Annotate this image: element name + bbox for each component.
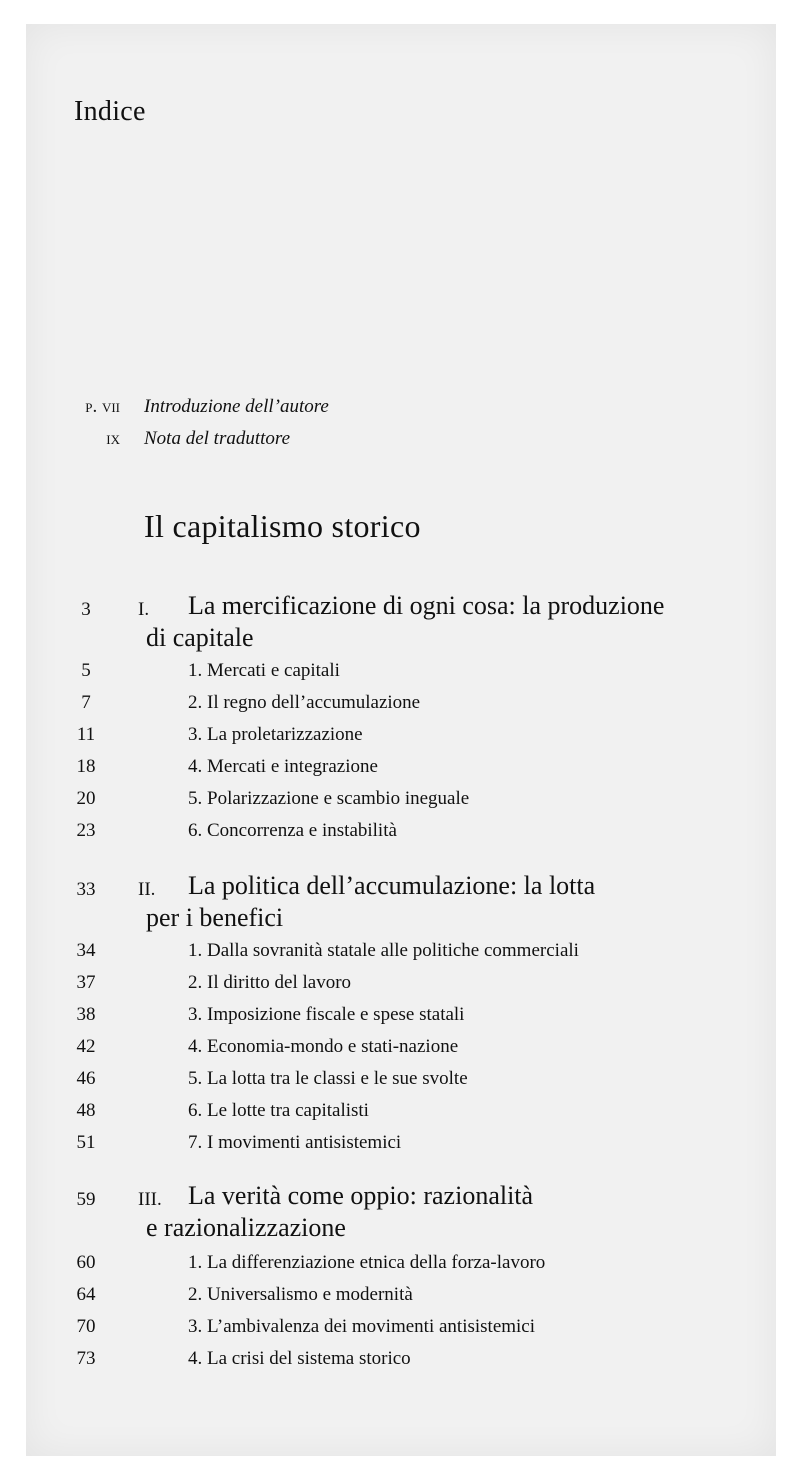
section-title: 2. Universalismo e modernità bbox=[188, 1284, 413, 1305]
section-entry bbox=[66, 820, 766, 848]
section-title: 5. Polarizzazione e scambio ineguale bbox=[188, 788, 470, 809]
chapter-number: III. bbox=[138, 1189, 162, 1210]
chapter-title-line: La politica dell’accumulazione: la lotta bbox=[188, 871, 596, 900]
page-number: 3 bbox=[81, 599, 91, 620]
chapter-number: II. bbox=[138, 879, 156, 900]
page-number: 73 bbox=[76, 1348, 96, 1369]
book-title: Il capitalismo storico bbox=[144, 508, 421, 544]
section-title: 4. Economia-mondo e stati-nazione bbox=[188, 1036, 459, 1057]
section-entry bbox=[66, 724, 766, 752]
section-title: 3. Imposizione fiscale e spese statali bbox=[188, 1004, 465, 1025]
section-title: 1. Dalla sovranità statale alle politiche commerciali bbox=[188, 940, 579, 961]
section-title: 1. La differenziazione etnica della forza-lavoro bbox=[188, 1252, 546, 1273]
page-number: 70 bbox=[76, 1316, 96, 1337]
page-number: 46 bbox=[76, 1068, 96, 1089]
page-number: p. vii bbox=[85, 396, 120, 417]
chapter-title-line: di capitale bbox=[146, 623, 254, 652]
section-title: 3. La proletarizzazione bbox=[188, 724, 363, 745]
section-title: 4. La crisi del sistema storico bbox=[188, 1348, 411, 1369]
front-matter-item bbox=[54, 428, 734, 450]
chapter-title-line: La mercificazione di ogni cosa: la produzione bbox=[188, 591, 665, 620]
page-number: 51 bbox=[76, 1132, 96, 1153]
section-entry bbox=[66, 756, 766, 784]
page-number: 59 bbox=[76, 1189, 96, 1210]
page-number: 23 bbox=[76, 820, 96, 841]
page-number: 20 bbox=[76, 788, 96, 809]
section-entry bbox=[66, 940, 766, 968]
chapter-number: I. bbox=[138, 599, 150, 620]
page-number: 37 bbox=[76, 972, 96, 993]
page-number: 38 bbox=[76, 1004, 96, 1025]
toc-heading: Indice bbox=[74, 96, 146, 127]
section-entry bbox=[66, 1036, 766, 1064]
page-number: ix bbox=[106, 428, 120, 449]
chapter-title-line: e razionalizzazione bbox=[146, 1213, 346, 1242]
front-matter-item bbox=[54, 396, 734, 418]
section-entry bbox=[66, 1316, 766, 1344]
section-entry bbox=[66, 1068, 766, 1096]
page-number: 18 bbox=[76, 756, 96, 777]
section-entry bbox=[66, 1284, 766, 1312]
page-number: 33 bbox=[76, 879, 96, 900]
chapter-title-line: per i benefici bbox=[146, 903, 284, 932]
section-entry bbox=[66, 972, 766, 1000]
chapter-title-line: La verità come oppio: razionalità bbox=[188, 1181, 534, 1210]
section-title: 3. L’ambivalenza dei movimenti antisistemici bbox=[188, 1316, 536, 1337]
page-number: 5 bbox=[81, 660, 91, 681]
page-number: 42 bbox=[76, 1036, 96, 1057]
page-number: 34 bbox=[76, 940, 96, 961]
book-page bbox=[26, 24, 776, 1456]
section-title: 6. Le lotte tra capitalisti bbox=[188, 1100, 369, 1121]
section-entry bbox=[66, 1348, 766, 1376]
page-number: 11 bbox=[76, 724, 96, 745]
section-entry bbox=[66, 1132, 766, 1160]
section-entry bbox=[66, 1100, 766, 1128]
section-title: 5. La lotta tra le classi e le sue svolte bbox=[188, 1068, 468, 1089]
section-title: 7. I movimenti antisistemici bbox=[188, 1132, 402, 1153]
page-number: 60 bbox=[76, 1252, 96, 1273]
page-number: 64 bbox=[76, 1284, 96, 1305]
section-title: 1. Mercati e capitali bbox=[188, 660, 340, 681]
section-title: 6. Concorrenza e instabilità bbox=[188, 820, 397, 841]
section-entry bbox=[66, 788, 766, 816]
section-entry bbox=[66, 1252, 766, 1280]
page-number: 7 bbox=[81, 692, 91, 713]
entry-title: Nota del traduttore bbox=[144, 428, 291, 449]
section-title: 2. Il regno dell’accumulazione bbox=[188, 692, 421, 713]
section-title: 2. Il diritto del lavoro bbox=[188, 972, 352, 993]
page-number: 48 bbox=[76, 1100, 96, 1121]
section-entry bbox=[66, 660, 766, 688]
section-title: 4. Mercati e integrazione bbox=[188, 756, 378, 777]
entry-title: Introduzione dell’autore bbox=[144, 396, 329, 417]
section-entry bbox=[66, 692, 766, 720]
section-entry bbox=[66, 1004, 766, 1032]
